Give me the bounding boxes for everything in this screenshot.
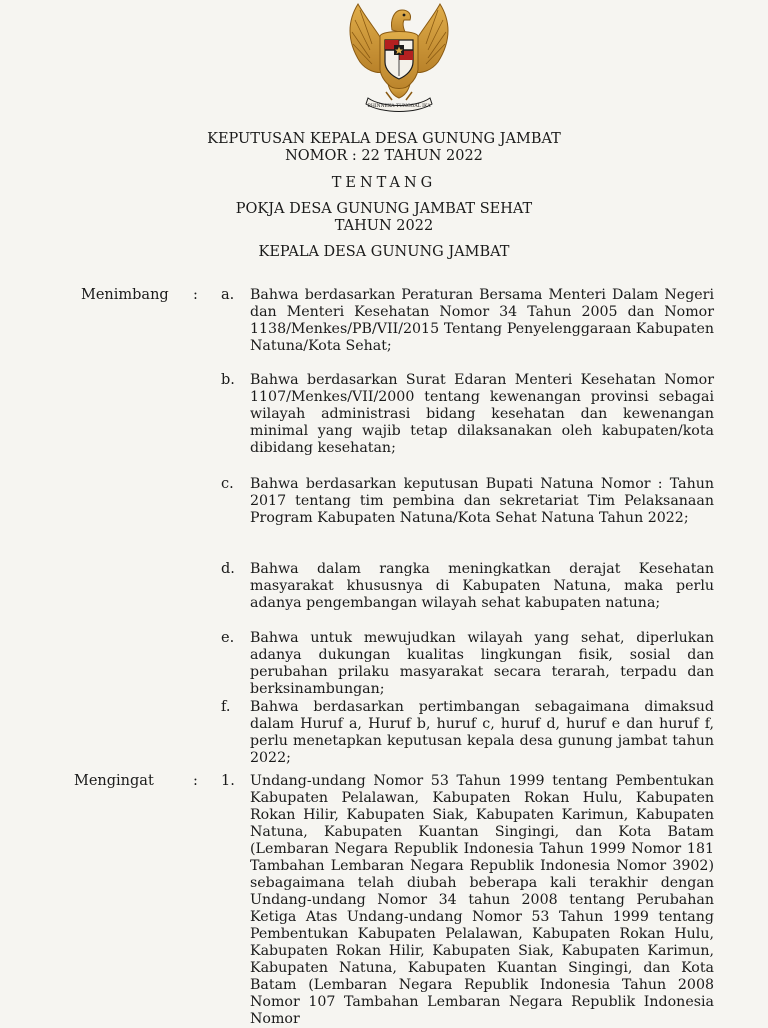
menimbang-item-d: Bahwa dalam rangka meningkatkan derajat Kesehatan masyarakat khususnya di Kabupaten Natuna, maka perlu adanya pengembangan wilayah sehat kabupaten natuna;	[250, 561, 714, 611]
list-item-marker: d.	[221, 561, 235, 577]
menimbang-item-e: Bahwa untuk mewujudkan wilayah yang sehat, diperlukan adanya dukungan kualitas lingkungan fisik, sosial dan perubahan prilaku masyarakat secara terarah, terpadu dan berksinambungan;	[250, 630, 714, 697]
menimbang-item-f: Bahwa berdasarkan pertimbangan sebagaimana dimaksud dalam Huruf a, Huruf b, huruf c, huruf d, huruf e dan huruf f, perlu menetapkan keputusan kepala desa gunung jambat tahun 2022;	[250, 699, 714, 766]
mengingat-label: Mengingat	[74, 773, 154, 789]
issuer-heading: KEPALA DESA GUNUNG JAMBAT	[258, 244, 510, 260]
menimbang-item-a: Bahwa berdasarkan Peraturan Bersama Menteri Dalam Negeri dan Menteri Kesehatan Nomor 34 Tahun 2005 dan Nomor 1138/Menkes/PB/VII/2015 Tentang Penyelenggaraan Kabupaten Natuna/Kota Sehat;	[250, 287, 714, 354]
mengingat-colon: :	[193, 773, 198, 789]
menimbang-item-c: Bahwa berdasarkan keputusan Bupati Natuna Nomor : Tahun 2017 tentang tim pembina dan sekretariat Tim Pelaksanaan Program Kabupaten Natuna/Kota Sehat Natuna Tahun 2022;	[250, 476, 714, 526]
menimbang-label: Menimbang	[81, 287, 169, 303]
menimbang-item-b: Bahwa berdasarkan Surat Edaran Menteri Kesehatan Nomor 1107/Menkes/VII/2000 tentang kewenangan provinsi sebagai wilayah administrasi bidang kesehatan dan kewenangan minimal yang wajib tetap dilaksanakan oleh kabupaten/kota dibidang kesehatan;	[250, 372, 714, 456]
decree-number: NOMOR : 22 TAHUN 2022	[285, 148, 483, 164]
tentang-heading: TENTANG	[331, 175, 437, 191]
list-item-marker: e.	[221, 630, 235, 646]
list-item-marker: a.	[221, 287, 235, 303]
list-item-marker: b.	[221, 372, 235, 388]
emblem-motto: BHINNEKA TUNGGAL IKA	[367, 104, 431, 109]
menimbang-colon: :	[193, 287, 198, 303]
decree-year: TAHUN 2022	[334, 218, 434, 234]
decree-title: KEPUTUSAN KEPALA DESA GUNUNG JAMBAT	[207, 131, 561, 147]
mengingat-item-1: Undang-undang Nomor 53 Tahun 1999 tentang Pembentukan Kabupaten Pelalawan, Kabupaten Rokan Hulu, Kabupaten Rokan Hilir, Kabupaten Siak, Kabupaten Karimun, Kabupaten Natuna, Kabupaten Kuantan Singingi, dan Kota Batam (Lembaran Negara Republik Indonesia Tahun 1999 Nomor 181 Tambahan Lembaran Negara Republik Indonesia Nomor 3902) sebagaimana telah diubah beberapa kali terakhir dengan Undang-undang Nomor 34 tahun 2008 tentang Perubahan Ketiga Atas Undang-undang Nomor 53 Tahun 1999 tentang Pembentukan Kabupaten Pelalawan, Kabupaten Rokan Hulu, Kabupaten Rokan Hilir, Kabupaten Siak, Kabupaten Karimun, Kabupaten Natuna, Kabupaten Kuantan Singingi, dan Kota Batam (Lembaran Negara Republik Indonesia Tahun 2008 Nomor 107 Tambahan Lembaran Negara Republik Indonesia Nomor	[250, 773, 714, 1027]
list-item-marker: f.	[221, 699, 231, 715]
list-item-marker: c.	[221, 476, 234, 492]
decree-subject: POKJA DESA GUNUNG JAMBAT SEHAT	[235, 201, 533, 217]
garuda-emblem-icon	[338, 0, 460, 114]
list-item-marker: 1.	[221, 773, 235, 789]
